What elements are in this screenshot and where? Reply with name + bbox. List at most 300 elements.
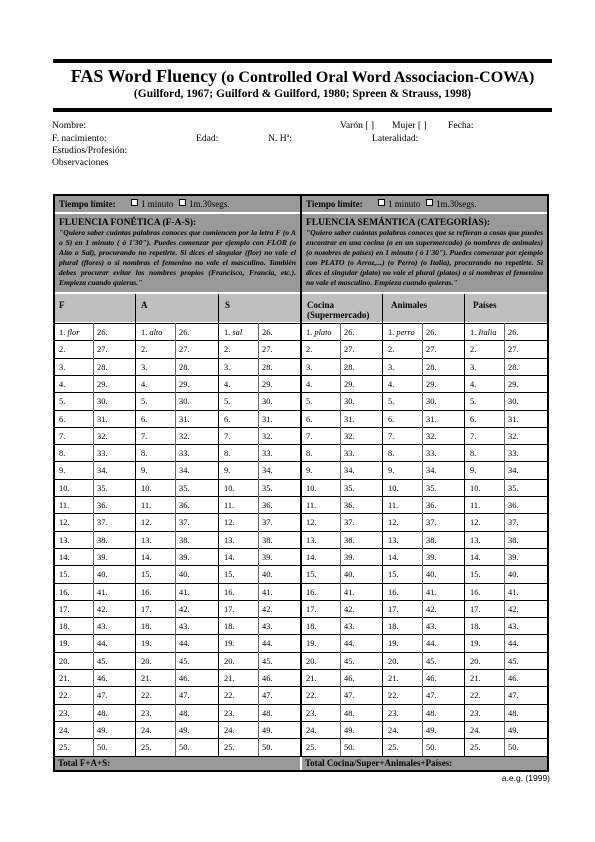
entry-paises-22[interactable]: 22. <box>470 691 481 700</box>
entry-s-16[interactable]: 16. <box>224 588 235 597</box>
entry-f-38[interactable]: 38. <box>97 536 108 545</box>
entry-s-31[interactable]: 31. <box>262 415 273 424</box>
entry-s-5[interactable]: 5. <box>224 397 231 406</box>
entry-cocina-43[interactable]: 43. <box>344 622 355 631</box>
entry-f-36[interactable]: 36. <box>97 501 108 510</box>
entry-a-34[interactable]: 34. <box>179 466 190 475</box>
entry-s-46[interactable]: 46. <box>262 674 273 683</box>
entry-cocina-27[interactable]: 27. <box>344 345 355 354</box>
entry-paises-49[interactable]: 49. <box>508 726 519 735</box>
entry-s-17[interactable]: 17. <box>224 605 235 614</box>
entry-paises-13[interactable]: 13. <box>470 536 481 545</box>
entry-cocina-22[interactable]: 22. <box>306 691 317 700</box>
entry-cocina-17[interactable]: 17. <box>306 605 317 614</box>
entry-f-6[interactable]: 6. <box>59 415 66 424</box>
entry-s-20[interactable]: 20. <box>224 657 235 666</box>
entry-paises-21[interactable]: 21. <box>470 674 481 683</box>
entry-animales-50[interactable]: 50. <box>426 743 437 752</box>
entry-a-7[interactable]: 7. <box>141 432 148 441</box>
entry-cocina-50[interactable]: 50. <box>344 743 355 752</box>
entry-s-34[interactable]: 34. <box>262 466 273 475</box>
entry-cocina-30[interactable]: 30. <box>344 397 355 406</box>
entry-paises-24[interactable]: 24. <box>470 726 481 735</box>
entry-a-4[interactable]: 4. <box>141 380 148 389</box>
entry-animales-24[interactable]: 24. <box>388 726 399 735</box>
entry-s-44[interactable]: 44. <box>262 639 273 648</box>
entry-a-21[interactable]: 21. <box>141 674 152 683</box>
entry-paises-3[interactable]: 3. <box>470 363 477 372</box>
varon-checkbox[interactable]: Varón [ ] <box>340 120 375 131</box>
entry-animales-14[interactable]: 14. <box>388 553 399 562</box>
entry-s-10[interactable]: 10. <box>224 484 235 493</box>
entry-s-8[interactable]: 8. <box>224 449 231 458</box>
entry-f-42[interactable]: 42. <box>97 605 108 614</box>
entry-paises-7[interactable]: 7. <box>470 432 477 441</box>
entry-paises-23[interactable]: 23. <box>470 709 481 718</box>
entry-f-27[interactable]: 27. <box>97 345 108 354</box>
entry-s-9[interactable]: 9. <box>224 466 231 475</box>
entry-animales-2[interactable]: 2. <box>388 345 395 354</box>
entry-f-13[interactable]: 13. <box>59 536 70 545</box>
entry-cocina-26[interactable]: 26. <box>344 328 355 337</box>
entry-paises-14[interactable]: 14. <box>470 553 481 562</box>
entry-animales-47[interactable]: 47. <box>426 691 437 700</box>
entry-animales-17[interactable]: 17. <box>388 605 399 614</box>
entry-cocina-16[interactable]: 16. <box>306 588 317 597</box>
entry-cocina-28[interactable]: 28. <box>344 363 355 372</box>
entry-f-12[interactable]: 12. <box>59 518 70 527</box>
entry-f-2[interactable]: 2. <box>59 345 66 354</box>
entry-f-49[interactable]: 49. <box>97 726 108 735</box>
entry-a-50[interactable]: 50. <box>179 743 190 752</box>
entry-paises-11[interactable]: 11. <box>470 501 481 510</box>
entry-f-25[interactable]: 25. <box>59 743 70 752</box>
entry-cocina-49[interactable]: 49. <box>344 726 355 735</box>
entry-cocina-48[interactable]: 48. <box>344 709 355 718</box>
entry-animales-4[interactable]: 4. <box>388 380 395 389</box>
entry-s-22[interactable]: 22. <box>224 691 235 700</box>
entry-paises-48[interactable]: 48. <box>508 709 519 718</box>
entry-s-2[interactable]: 2. <box>224 345 231 354</box>
entry-s-7[interactable]: 7. <box>224 432 231 441</box>
entry-animales-45[interactable]: 45. <box>426 657 437 666</box>
entry-s-35[interactable]: 35. <box>262 484 273 493</box>
entry-s-38[interactable]: 38. <box>262 536 273 545</box>
entry-animales-42[interactable]: 42. <box>426 605 437 614</box>
entry-cocina-42[interactable]: 42. <box>344 605 355 614</box>
entry-a-19[interactable]: 19. <box>141 639 152 648</box>
entry-animales-8[interactable]: 8. <box>388 449 395 458</box>
entry-cocina-5[interactable]: 5. <box>306 397 313 406</box>
entry-cocina-40[interactable]: 40. <box>344 570 355 579</box>
entry-paises-26[interactable]: 26. <box>508 328 519 337</box>
entry-f-15[interactable]: 15. <box>59 570 70 579</box>
entry-animales-38[interactable]: 38. <box>426 536 437 545</box>
entry-animales-41[interactable]: 41. <box>426 588 437 597</box>
entry-a-26[interactable]: 26. <box>179 328 190 337</box>
entry-paises-18[interactable]: 18. <box>470 622 481 631</box>
entry-paises-31[interactable]: 31. <box>508 415 519 424</box>
entry-a-33[interactable]: 33. <box>179 449 190 458</box>
entry-f-26[interactable]: 26. <box>97 328 108 337</box>
entry-a-5[interactable]: 5. <box>141 397 148 406</box>
entry-s-45[interactable]: 45. <box>262 657 273 666</box>
entry-animales-3[interactable]: 3. <box>388 363 395 372</box>
entry-f-30[interactable]: 30. <box>97 397 108 406</box>
entry-s-18[interactable]: 18. <box>224 622 235 631</box>
entry-f-31[interactable]: 31. <box>97 415 108 424</box>
entry-animales-33[interactable]: 33. <box>426 449 437 458</box>
entry-a-40[interactable]: 40. <box>179 570 190 579</box>
entry-s-13[interactable]: 13. <box>224 536 235 545</box>
entry-a-2[interactable]: 2. <box>141 345 148 354</box>
right-opt-1min[interactable] <box>378 199 420 209</box>
entry-animales-25[interactable]: 25. <box>388 743 399 752</box>
entry-a-36[interactable]: 36. <box>179 501 190 510</box>
entry-f-35[interactable]: 35. <box>97 484 108 493</box>
entry-f-19[interactable]: 19. <box>59 639 70 648</box>
entry-s-15[interactable]: 15. <box>224 570 235 579</box>
entry-paises-37[interactable]: 37. <box>508 518 519 527</box>
entry-paises-12[interactable]: 12. <box>470 518 481 527</box>
entry-cocina-9[interactable]: 9. <box>306 466 313 475</box>
entry-animales-28[interactable]: 28. <box>426 363 437 372</box>
entry-s-11[interactable]: 11. <box>224 501 235 510</box>
entry-animales-44[interactable]: 44. <box>426 639 437 648</box>
entry-f-47[interactable]: 47. <box>97 691 108 700</box>
entry-cocina-6[interactable]: 6. <box>306 415 313 424</box>
entry-a-29[interactable]: 29. <box>179 380 190 389</box>
mujer-checkbox[interactable]: Mujer [ ] <box>392 120 427 131</box>
entry-cocina-32[interactable]: 32. <box>344 432 355 441</box>
entry-animales-20[interactable]: 20. <box>388 657 399 666</box>
entry-cocina-10[interactable]: 10. <box>306 484 317 493</box>
entry-animales-10[interactable]: 10. <box>388 484 399 493</box>
entry-s-1[interactable]: 1. sal <box>224 328 243 337</box>
entry-a-9[interactable]: 9. <box>141 466 148 475</box>
entry-f-37[interactable]: 37. <box>97 518 108 527</box>
entry-paises-47[interactable]: 47. <box>508 691 519 700</box>
entry-paises-42[interactable]: 42. <box>508 605 519 614</box>
entry-animales-26[interactable]: 26. <box>426 328 437 337</box>
entry-a-47[interactable]: 47. <box>179 691 190 700</box>
entry-a-24[interactable]: 24. <box>141 726 152 735</box>
entry-s-47[interactable]: 47. <box>262 691 273 700</box>
entry-s-24[interactable]: 24. <box>224 726 235 735</box>
entry-paises-9[interactable]: 9. <box>470 466 477 475</box>
entry-paises-20[interactable]: 20. <box>470 657 481 666</box>
entry-a-43[interactable]: 43. <box>179 622 190 631</box>
entry-cocina-7[interactable]: 7. <box>306 432 313 441</box>
entry-s-41[interactable]: 41. <box>262 588 273 597</box>
entry-cocina-29[interactable]: 29. <box>344 380 355 389</box>
entry-cocina-18[interactable]: 18. <box>306 622 317 631</box>
entry-f-11[interactable]: 11. <box>59 501 70 510</box>
entry-cocina-35[interactable]: 35. <box>344 484 355 493</box>
entry-f-5[interactable]: 5. <box>59 397 66 406</box>
entry-animales-36[interactable]: 36. <box>426 501 437 510</box>
entry-f-20[interactable]: 20. <box>59 657 70 666</box>
entry-paises-32[interactable]: 32. <box>508 432 519 441</box>
entry-paises-28[interactable]: 28. <box>508 363 519 372</box>
entry-a-37[interactable]: 37. <box>179 518 190 527</box>
entry-s-49[interactable]: 49. <box>262 726 273 735</box>
entry-cocina-21[interactable]: 21. <box>306 674 317 683</box>
entry-paises-15[interactable]: 15. <box>470 570 481 579</box>
entry-a-39[interactable]: 39. <box>179 553 190 562</box>
entry-s-50[interactable]: 50. <box>262 743 273 752</box>
entry-cocina-33[interactable]: 33. <box>344 449 355 458</box>
entry-f-50[interactable]: 50. <box>97 743 108 752</box>
entry-f-29[interactable]: 29. <box>97 380 108 389</box>
entry-a-23[interactable]: 23. <box>141 709 152 718</box>
entry-a-42[interactable]: 42. <box>179 605 190 614</box>
entry-a-27[interactable]: 27. <box>179 345 190 354</box>
entry-f-14[interactable]: 14. <box>59 553 70 562</box>
entry-cocina-24[interactable]: 24. <box>306 726 317 735</box>
entry-paises-35[interactable]: 35. <box>508 484 519 493</box>
entry-animales-40[interactable]: 40. <box>426 570 437 579</box>
entry-paises-29[interactable]: 29. <box>508 380 519 389</box>
entry-paises-30[interactable]: 30. <box>508 397 519 406</box>
entry-paises-44[interactable]: 44. <box>508 639 519 648</box>
entry-f-3[interactable]: 3. <box>59 363 66 372</box>
entry-animales-30[interactable]: 30. <box>426 397 437 406</box>
entry-f-8[interactable]: 8. <box>59 449 66 458</box>
entry-paises-4[interactable]: 4. <box>470 380 477 389</box>
entry-a-11[interactable]: 11. <box>141 501 152 510</box>
entry-animales-29[interactable]: 29. <box>426 380 437 389</box>
entry-a-13[interactable]: 13. <box>141 536 152 545</box>
entry-animales-32[interactable]: 32. <box>426 432 437 441</box>
entry-animales-23[interactable]: 23. <box>388 709 399 718</box>
entry-cocina-41[interactable]: 41. <box>344 588 355 597</box>
entry-f-7[interactable]: 7. <box>59 432 66 441</box>
entry-f-48[interactable]: 48. <box>97 709 108 718</box>
entry-f-16[interactable]: 16. <box>59 588 70 597</box>
entry-animales-6[interactable]: 6. <box>388 415 395 424</box>
entry-paises-33[interactable]: 33. <box>508 449 519 458</box>
entry-animales-31[interactable]: 31. <box>426 415 437 424</box>
entry-animales-48[interactable]: 48. <box>426 709 437 718</box>
entry-f-41[interactable]: 41. <box>97 588 108 597</box>
entry-a-12[interactable]: 12. <box>141 518 152 527</box>
entry-f-34[interactable]: 34. <box>97 466 108 475</box>
entry-paises-8[interactable]: 8. <box>470 449 477 458</box>
entry-a-35[interactable]: 35. <box>179 484 190 493</box>
entry-cocina-2[interactable]: 2. <box>306 345 313 354</box>
entry-s-43[interactable]: 43. <box>262 622 273 631</box>
entry-cocina-23[interactable]: 23. <box>306 709 317 718</box>
entry-f-32[interactable]: 32. <box>97 432 108 441</box>
entry-a-38[interactable]: 38. <box>179 536 190 545</box>
entry-s-40[interactable]: 40. <box>262 570 273 579</box>
entry-a-20[interactable]: 20. <box>141 657 152 666</box>
entry-animales-22[interactable]: 22. <box>388 691 399 700</box>
entry-f-43[interactable]: 43. <box>97 622 108 631</box>
entry-paises-19[interactable]: 19. <box>470 639 481 648</box>
entry-cocina-46[interactable]: 46. <box>344 674 355 683</box>
entry-paises-38[interactable]: 38. <box>508 536 519 545</box>
entry-f-45[interactable]: 45. <box>97 657 108 666</box>
entry-f-40[interactable]: 40. <box>97 570 108 579</box>
entry-a-3[interactable]: 3. <box>141 363 148 372</box>
entry-s-27[interactable]: 27. <box>262 345 273 354</box>
entry-animales-35[interactable]: 35. <box>426 484 437 493</box>
entry-s-23[interactable]: 23. <box>224 709 235 718</box>
entry-s-42[interactable]: 42. <box>262 605 273 614</box>
entry-paises-17[interactable]: 17. <box>470 605 481 614</box>
entry-f-22[interactable]: 22. <box>59 691 70 700</box>
entry-s-14[interactable]: 14. <box>224 553 235 562</box>
right-opt-90s[interactable] <box>426 199 477 209</box>
entry-cocina-8[interactable]: 8. <box>306 449 313 458</box>
entry-s-36[interactable]: 36. <box>262 501 273 510</box>
entry-animales-49[interactable]: 49. <box>426 726 437 735</box>
entry-a-1[interactable]: 1. alto <box>141 328 163 337</box>
entry-a-32[interactable]: 32. <box>179 432 190 441</box>
entry-animales-18[interactable]: 18. <box>388 622 399 631</box>
entry-cocina-34[interactable]: 34. <box>344 466 355 475</box>
entry-a-48[interactable]: 48. <box>179 709 190 718</box>
entry-paises-36[interactable]: 36. <box>508 501 519 510</box>
entry-cocina-39[interactable]: 39. <box>344 553 355 562</box>
entry-cocina-38[interactable]: 38. <box>344 536 355 545</box>
entry-s-33[interactable]: 33. <box>262 449 273 458</box>
entry-a-8[interactable]: 8. <box>141 449 148 458</box>
entry-s-29[interactable]: 29. <box>262 380 273 389</box>
entry-paises-10[interactable]: 10. <box>470 484 481 493</box>
entry-a-18[interactable]: 18. <box>141 622 152 631</box>
entry-s-37[interactable]: 37. <box>262 518 273 527</box>
entry-animales-7[interactable]: 7. <box>388 432 395 441</box>
entry-cocina-45[interactable]: 45. <box>344 657 355 666</box>
entry-a-45[interactable]: 45. <box>179 657 190 666</box>
entry-s-39[interactable]: 39. <box>262 553 273 562</box>
entry-a-22[interactable]: 22. <box>141 691 152 700</box>
entry-s-12[interactable]: 12. <box>224 518 235 527</box>
entry-paises-5[interactable]: 5. <box>470 397 477 406</box>
entry-animales-34[interactable]: 34. <box>426 466 437 475</box>
entry-paises-46[interactable]: 46. <box>508 674 519 683</box>
entry-animales-27[interactable]: 27. <box>426 345 437 354</box>
entry-cocina-20[interactable]: 20. <box>306 657 317 666</box>
entry-a-6[interactable]: 6. <box>141 415 148 424</box>
entry-s-3[interactable]: 3. <box>224 363 231 372</box>
entry-animales-12[interactable]: 12. <box>388 518 399 527</box>
entry-animales-15[interactable]: 15. <box>388 570 399 579</box>
entry-s-19[interactable]: 19. <box>224 639 235 648</box>
entry-cocina-31[interactable]: 31. <box>344 415 355 424</box>
entry-paises-27[interactable]: 27. <box>508 345 519 354</box>
entry-paises-43[interactable]: 43. <box>508 622 519 631</box>
entry-cocina-4[interactable]: 4. <box>306 380 313 389</box>
entry-f-18[interactable]: 18. <box>59 622 70 631</box>
entry-a-15[interactable]: 15. <box>141 570 152 579</box>
entry-s-28[interactable]: 28. <box>262 363 273 372</box>
entry-a-44[interactable]: 44. <box>179 639 190 648</box>
entry-animales-21[interactable]: 21. <box>388 674 399 683</box>
entry-paises-40[interactable]: 40. <box>508 570 519 579</box>
entry-animales-5[interactable]: 5. <box>388 397 395 406</box>
entry-cocina-3[interactable]: 3. <box>306 363 313 372</box>
entry-paises-34[interactable]: 34. <box>508 466 519 475</box>
entry-cocina-15[interactable]: 15. <box>306 570 317 579</box>
entry-cocina-47[interactable]: 47. <box>344 691 355 700</box>
entry-paises-45[interactable]: 45. <box>508 657 519 666</box>
entry-cocina-1[interactable]: 1. plato <box>306 328 332 337</box>
entry-paises-16[interactable]: 16. <box>470 588 481 597</box>
entry-f-24[interactable]: 24. <box>59 726 70 735</box>
entry-f-4[interactable]: 4. <box>59 380 66 389</box>
entry-f-33[interactable]: 33. <box>97 449 108 458</box>
entry-f-39[interactable]: 39. <box>97 553 108 562</box>
entry-animales-9[interactable]: 9. <box>388 466 395 475</box>
entry-a-46[interactable]: 46. <box>179 674 190 683</box>
entry-a-31[interactable]: 31. <box>179 415 190 424</box>
entry-cocina-13[interactable]: 13. <box>306 536 317 545</box>
entry-a-28[interactable]: 28. <box>179 363 190 372</box>
entry-f-28[interactable]: 28. <box>97 363 108 372</box>
entry-paises-6[interactable]: 6. <box>470 415 477 424</box>
entry-paises-25[interactable]: 25. <box>470 743 481 752</box>
entry-cocina-37[interactable]: 37. <box>344 518 355 527</box>
entry-f-10[interactable]: 10. <box>59 484 70 493</box>
entry-f-17[interactable]: 17. <box>59 605 70 614</box>
entry-f-9[interactable]: 9. <box>59 466 66 475</box>
entry-s-4[interactable]: 4. <box>224 380 231 389</box>
entry-animales-11[interactable]: 11. <box>388 501 399 510</box>
entry-cocina-12[interactable]: 12. <box>306 518 317 527</box>
entry-cocina-36[interactable]: 36. <box>344 501 355 510</box>
entry-s-6[interactable]: 6. <box>224 415 231 424</box>
entry-cocina-25[interactable]: 25. <box>306 743 317 752</box>
entry-s-48[interactable]: 48. <box>262 709 273 718</box>
entry-a-49[interactable]: 49. <box>179 726 190 735</box>
entry-a-30[interactable]: 30. <box>179 397 190 406</box>
entry-s-21[interactable]: 21. <box>224 674 235 683</box>
entry-f-23[interactable]: 23. <box>59 709 70 718</box>
entry-paises-2[interactable]: 2. <box>470 345 477 354</box>
entry-paises-50[interactable]: 50. <box>508 743 519 752</box>
left-opt-1min[interactable] <box>131 199 173 209</box>
entry-a-10[interactable]: 10. <box>141 484 152 493</box>
entry-animales-39[interactable]: 39. <box>426 553 437 562</box>
entry-paises-41[interactable]: 41. <box>508 588 519 597</box>
entry-a-16[interactable]: 16. <box>141 588 152 597</box>
entry-paises-1[interactable]: 1. Italia <box>470 328 497 337</box>
entry-a-25[interactable]: 25. <box>141 743 152 752</box>
entry-s-32[interactable]: 32. <box>262 432 273 441</box>
entry-animales-19[interactable]: 19. <box>388 639 399 648</box>
entry-a-41[interactable]: 41. <box>179 588 190 597</box>
entry-animales-37[interactable]: 37. <box>426 518 437 527</box>
entry-animales-43[interactable]: 43. <box>426 622 437 631</box>
entry-cocina-19[interactable]: 19. <box>306 639 317 648</box>
entry-animales-46[interactable]: 46. <box>426 674 437 683</box>
left-opt-90s[interactable] <box>179 199 230 209</box>
entry-a-17[interactable]: 17. <box>141 605 152 614</box>
entry-f-1[interactable]: 1. flor <box>59 328 80 337</box>
entry-cocina-14[interactable]: 14. <box>306 553 317 562</box>
entry-cocina-11[interactable]: 11. <box>306 501 317 510</box>
entry-f-46[interactable]: 46. <box>97 674 108 683</box>
entry-a-14[interactable]: 14. <box>141 553 152 562</box>
entry-f-44[interactable]: 44. <box>97 639 108 648</box>
entry-animales-16[interactable]: 16. <box>388 588 399 597</box>
entry-s-30[interactable]: 30. <box>262 397 273 406</box>
entry-s-26[interactable]: 26. <box>262 328 273 337</box>
